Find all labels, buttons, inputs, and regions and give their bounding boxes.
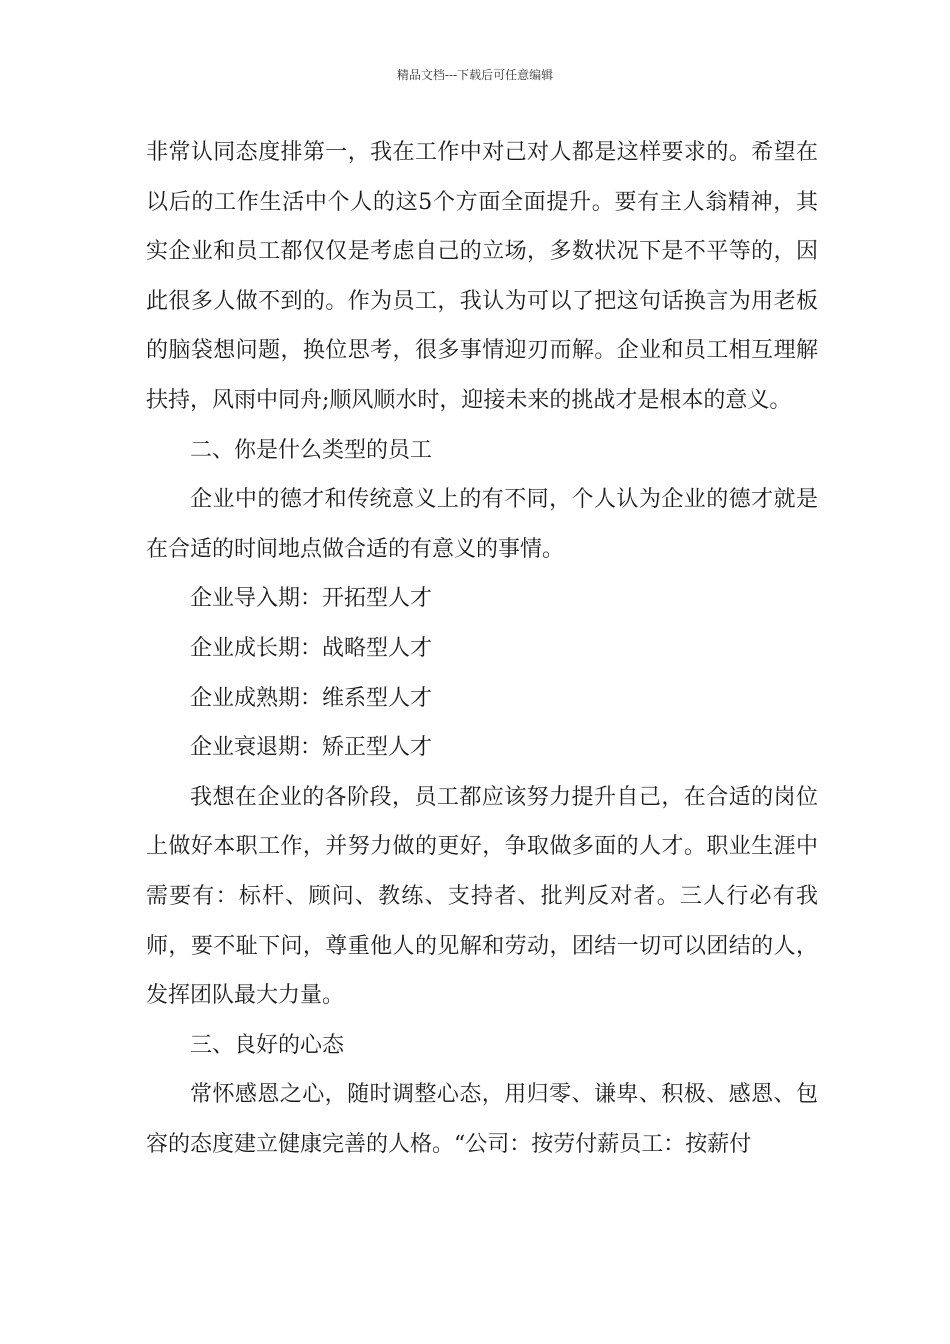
paragraph-continuation: 非常认同态度排第一，我在工作中对己对人都是这样要求的。希望在以后的工作生活中个人的这5个方面全面提升。要有主人翁精神，其实企业和员工都仅仅是考虑自己的立场，多数状况下是不平等的，因此很多人做不到的。作为员工，我认为可以了把这句话换言为用老板的脑袋想问题，换位思考，很多事情迎刃而解。企业和员工相互理解扶持，风雨中同舟;顺风顺水时，迎接未来的挑战才是根本的意义。 (146, 140, 818, 413)
page-header: 精品文档---下载后可任意编辑 (396, 68, 554, 82)
document-body (146, 128, 818, 1169)
section-heading-3: 三、良好的心态 (190, 1032, 345, 1058)
paragraph-career: 我想在企业的各阶段，员工都应该努力提升自己，在合适的岗位上做好本职工作，并努力做的更好，争取做多面的人才。职业生涯中需要有：标杆、顾问、教练、支持者、批判反对者。三人行必有我师，要不耻下问，尊重他人的见解和劳动，团结一切可以团结的人，发挥团队最大力量。 (146, 784, 818, 1009)
list-item-intro-stage: 企业导入期：开拓型人才 (190, 586, 433, 612)
list-item-growth-stage: 企业成长期：战略型人才 (190, 635, 433, 661)
list-item-mature-stage: 企业成熟期：维系型人才 (190, 685, 433, 711)
section-heading-2: 二、你是什么类型的员工 (190, 437, 433, 463)
paragraph-talent-definition: 企业中的德才和传统意义上的有不同，个人认为企业的德才就是在合适的时间地点做合适的有意义的事情。 (146, 487, 818, 562)
paragraph-mindset: 常怀感恩之心，随时调整心态，用归零、谦卑、积极、感恩、包容的态度建立健康完善的人格。“公司：按劳付薪员工：按薪付 (146, 1082, 818, 1157)
list-item-decline-stage: 企业衰退期：矫正型人才 (190, 735, 433, 761)
